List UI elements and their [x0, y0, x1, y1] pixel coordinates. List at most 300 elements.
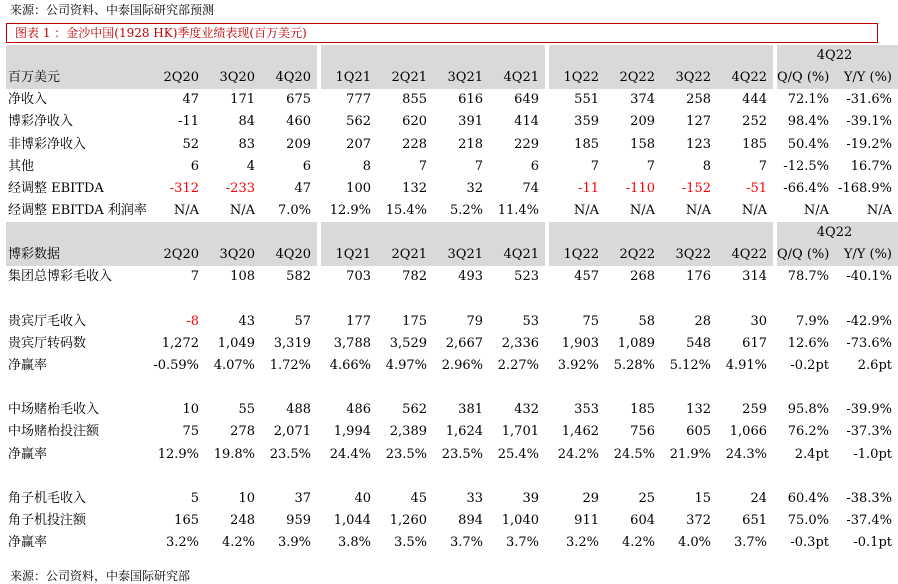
row-label: 其他 [8, 158, 35, 174]
value-cell: 562 [402, 402, 427, 418]
value-cell: 24.2% [557, 446, 599, 462]
value-cell: 39 [522, 490, 539, 506]
value-cell: 10 [238, 490, 255, 506]
value-cell: 6 [190, 158, 199, 174]
value-cell: 23.5% [385, 446, 427, 462]
value-cell: 4 [246, 158, 255, 174]
value-cell: 33 [466, 490, 483, 506]
value-cell: 19.8% [213, 446, 255, 462]
value-cell: 40 [354, 490, 371, 506]
value-cell: 651 [742, 513, 767, 529]
value-cell: 314 [742, 269, 767, 285]
value-cell: 258 [686, 92, 711, 108]
value-cell: 7.0% [277, 203, 311, 219]
value-cell: 4.0% [677, 535, 711, 551]
quarter-header: 2Q21 [377, 244, 433, 266]
row-label: 角子机毛收入 [8, 490, 87, 506]
value-cell: 176 [686, 269, 711, 285]
header-blank [661, 222, 717, 244]
change-group-label: 4Q22 [777, 222, 898, 244]
value-cell: 4.2% [621, 535, 655, 551]
header-blank [377, 45, 433, 67]
value-cell: 4.97% [385, 358, 427, 374]
value-cell: 3.2% [565, 535, 599, 551]
yoy-cell: -1.0pt [853, 446, 893, 462]
value-cell: 84 [238, 114, 255, 130]
value-cell: 894 [458, 513, 483, 529]
row-label: 非博彩净收入 [8, 136, 87, 152]
table-row [6, 156, 898, 178]
value-cell: 1,260 [389, 513, 427, 529]
value-cell: 4.2% [221, 535, 255, 551]
value-cell: 83 [238, 136, 255, 152]
value-cell: 620 [402, 114, 427, 130]
value-cell: 55 [238, 402, 255, 418]
value-cell: 6 [302, 158, 311, 174]
quarter-header: 4Q22 [717, 244, 773, 266]
yoy-cell: -39.1% [846, 114, 893, 130]
value-cell: 605 [686, 424, 711, 440]
value-cell: 209 [286, 136, 311, 152]
value-cell: 6 [530, 158, 539, 174]
yoy-cell: -39.9% [846, 402, 893, 418]
value-cell: 551 [574, 92, 599, 108]
value-cell: -11 [578, 180, 599, 196]
value-cell: 47 [294, 180, 311, 196]
value-cell: -110 [625, 180, 655, 196]
value-cell: 4.66% [329, 358, 371, 374]
value-cell: 12.9% [329, 203, 371, 219]
qoq-cell: 50.4% [787, 136, 829, 152]
table-row [6, 111, 898, 133]
value-cell: 53 [522, 313, 539, 329]
spacer-cell [6, 377, 898, 399]
quarter-header: 2Q21 [377, 67, 433, 89]
value-cell: 616 [458, 92, 483, 108]
value-cell: 3.5% [393, 535, 427, 551]
value-cell: 1,462 [561, 424, 599, 440]
value-cell: 777 [346, 92, 371, 108]
value-cell: 175 [402, 313, 427, 329]
row-label: 角子机投注额 [8, 513, 87, 529]
quarter-header: 1Q21 [321, 244, 377, 266]
qoq-cell: 95.8% [787, 402, 829, 418]
value-cell: 374 [630, 92, 655, 108]
value-cell: 24.3% [725, 446, 767, 462]
qoq-cell: -0.2pt [790, 358, 829, 374]
header-row [6, 244, 898, 266]
spacer-row [6, 466, 898, 488]
value-cell: 7 [474, 158, 483, 174]
value-cell: 2,667 [445, 335, 483, 351]
value-cell: 2.27% [497, 358, 539, 374]
value-cell: 29 [582, 490, 599, 506]
spacer-row [6, 289, 898, 311]
value-cell: 185 [630, 402, 655, 418]
yoy-cell: -0.1pt [853, 535, 893, 551]
value-cell: 391 [458, 114, 483, 130]
results-table [6, 45, 898, 554]
value-cell: -312 [169, 180, 199, 196]
value-cell: 248 [230, 513, 255, 529]
section-header-label: 博彩数据 [6, 244, 149, 266]
row-label: 净赢率 [8, 446, 48, 462]
header-blank [6, 222, 149, 244]
quarter-header: 4Q22 [717, 67, 773, 89]
value-cell: N/A [741, 203, 767, 219]
header-blank [377, 222, 433, 244]
value-cell: 460 [286, 114, 311, 130]
value-cell: 185 [574, 136, 599, 152]
value-cell: -152 [681, 180, 711, 196]
value-cell: 3.2% [165, 535, 199, 551]
header-blank [149, 222, 205, 244]
value-cell: -8 [186, 313, 199, 329]
table-row [6, 134, 898, 156]
quarter-header: 2Q20 [149, 67, 205, 89]
qoq-cell: 72.1% [787, 92, 829, 108]
qoq-cell: 12.6% [787, 335, 829, 351]
header-blank [6, 45, 149, 67]
value-cell: 782 [402, 269, 427, 285]
value-cell: 562 [346, 114, 371, 130]
value-cell: 30 [750, 313, 767, 329]
value-cell: 24.5% [613, 446, 655, 462]
value-cell: 414 [514, 114, 539, 130]
value-cell: -0.59% [153, 358, 199, 374]
header-blank [717, 222, 773, 244]
value-cell: 444 [742, 92, 767, 108]
value-cell: 488 [286, 402, 311, 418]
table-row [6, 444, 898, 466]
qoq-cell: 76.2% [787, 424, 829, 440]
value-cell: 756 [630, 424, 655, 440]
qoq-cell: 98.4% [787, 114, 829, 130]
header-blank [321, 45, 377, 67]
header-blank [661, 45, 717, 67]
value-cell: 75 [582, 313, 599, 329]
qoq-cell: -66.4% [783, 180, 829, 196]
value-cell: 5.28% [613, 358, 655, 374]
value-cell: 268 [630, 269, 655, 285]
header-blank [549, 45, 605, 67]
row-label: 集团总博彩毛收入 [8, 269, 113, 285]
yoy-cell: -42.9% [846, 313, 893, 329]
yoy-cell: N/A [866, 203, 893, 219]
value-cell: 278 [230, 424, 255, 440]
yoy-cell: -37.4% [846, 513, 893, 529]
value-cell: 911 [574, 513, 599, 529]
value-cell: 7 [758, 158, 767, 174]
quarter-header: 3Q22 [661, 244, 717, 266]
quarter-header: 3Q21 [433, 67, 489, 89]
value-cell: 7 [590, 158, 599, 174]
value-cell: 3.7% [505, 535, 539, 551]
chart-title-bar [6, 23, 878, 43]
value-cell: 57 [294, 313, 311, 329]
header-blank [321, 222, 377, 244]
yoy-cell: -73.6% [846, 335, 893, 351]
value-cell: 165 [174, 513, 199, 529]
change-header: Y/Y (%) [835, 67, 898, 89]
header-blank [489, 45, 545, 67]
row-label: 经调整 EBITDA 利润率 [8, 203, 147, 219]
row-label: 中场赌枱毛收入 [8, 402, 100, 418]
value-cell: N/A [229, 203, 255, 219]
spacer-cell [6, 466, 898, 488]
value-cell: 617 [742, 335, 767, 351]
value-cell: 1,040 [501, 513, 539, 529]
table-row [6, 510, 898, 532]
value-cell: 3.9% [277, 535, 311, 551]
value-cell: 4.91% [725, 358, 767, 374]
value-cell: 8 [702, 158, 711, 174]
change-group-label: 4Q22 [777, 45, 898, 67]
value-cell: 11.4% [497, 203, 539, 219]
table-row [6, 266, 898, 288]
value-cell: 15 [694, 490, 711, 506]
header-row-group [6, 45, 898, 67]
yoy-cell: -19.2% [846, 136, 893, 152]
value-cell: N/A [685, 203, 711, 219]
qoq-cell: 75.0% [787, 513, 829, 529]
value-cell: 7 [190, 269, 199, 285]
value-cell: -11 [178, 114, 199, 130]
value-cell: 28 [694, 313, 711, 329]
value-cell: 15.4% [385, 203, 427, 219]
value-cell: 493 [458, 269, 483, 285]
value-cell: 10 [182, 402, 199, 418]
value-cell: 23.5% [441, 446, 483, 462]
table-row [6, 178, 898, 200]
value-cell: 3,529 [389, 335, 427, 351]
value-cell: 158 [630, 136, 655, 152]
value-cell: 74 [522, 180, 539, 196]
spacer-row [6, 377, 898, 399]
header-blank [205, 45, 261, 67]
value-cell: 523 [514, 269, 539, 285]
qoq-cell: 60.4% [787, 490, 829, 506]
yoy-cell: -31.6% [846, 92, 893, 108]
value-cell: 3.92% [557, 358, 599, 374]
quarter-header: 2Q22 [605, 67, 661, 89]
value-cell: 1,701 [501, 424, 539, 440]
qoq-cell: N/A [803, 203, 829, 219]
value-cell: 218 [458, 136, 483, 152]
source-note-bottom: 来源：公司资料，中泰国际研究部 [10, 569, 191, 583]
yoy-cell: -168.9% [838, 180, 893, 196]
value-cell: 2,389 [389, 424, 427, 440]
value-cell: 959 [286, 513, 311, 529]
value-cell: 25.4% [497, 446, 539, 462]
quarter-header: 4Q21 [489, 244, 545, 266]
table-row [6, 311, 898, 333]
value-cell: 7 [418, 158, 427, 174]
value-cell: 2,071 [273, 424, 311, 440]
yoy-cell: -37.3% [846, 424, 893, 440]
value-cell: N/A [629, 203, 655, 219]
table-row [6, 421, 898, 443]
table-row [6, 532, 898, 554]
value-cell: 229 [514, 136, 539, 152]
header-blank [261, 45, 317, 67]
value-cell: 855 [402, 92, 427, 108]
quarter-header: 3Q20 [205, 244, 261, 266]
value-cell: 185 [742, 136, 767, 152]
value-cell: 79 [466, 313, 483, 329]
value-cell: 3.7% [733, 535, 767, 551]
header-blank [433, 222, 489, 244]
table-row [6, 488, 898, 510]
value-cell: 132 [402, 180, 427, 196]
row-label: 净收入 [8, 92, 48, 108]
value-cell: 3,788 [333, 335, 371, 351]
value-cell: 1,624 [445, 424, 483, 440]
row-label: 经调整 EBITDA [8, 180, 104, 196]
value-cell: 52 [182, 136, 199, 152]
value-cell: 1,994 [333, 424, 371, 440]
value-cell: 2.96% [441, 358, 483, 374]
value-cell: 4.07% [213, 358, 255, 374]
quarter-header: 2Q22 [605, 244, 661, 266]
value-cell: 209 [630, 114, 655, 130]
row-label: 贵宾厅毛收入 [8, 313, 87, 329]
value-cell: 3.7% [449, 535, 483, 551]
value-cell: 1,066 [729, 424, 767, 440]
value-cell: 486 [346, 402, 371, 418]
qoq-cell: 7.9% [795, 313, 829, 329]
quarter-header: 4Q20 [261, 244, 317, 266]
value-cell: 3,319 [273, 335, 311, 351]
value-cell: 7 [646, 158, 655, 174]
row-label: 净赢率 [8, 358, 48, 374]
chart-title: 图表 1 ：金沙中国(1928 HK)季度业绩表现(百万美元) [15, 26, 307, 40]
value-cell: N/A [573, 203, 599, 219]
header-blank [605, 45, 661, 67]
value-cell: 457 [574, 269, 599, 285]
value-cell: N/A [173, 203, 199, 219]
value-cell: 259 [742, 402, 767, 418]
change-header: Q/Q (%) [777, 67, 835, 89]
value-cell: 432 [514, 402, 539, 418]
value-cell: 171 [230, 92, 255, 108]
qoq-cell: 2.4pt [794, 446, 829, 462]
value-cell: 100 [346, 180, 371, 196]
header-row-group [6, 222, 898, 244]
value-cell: 58 [638, 313, 655, 329]
change-header: Q/Q (%) [777, 244, 835, 266]
quarter-header: 3Q21 [433, 244, 489, 266]
value-cell: 2,336 [501, 335, 539, 351]
quarter-header: 4Q21 [489, 67, 545, 89]
value-cell: 37 [294, 490, 311, 506]
value-cell: 252 [742, 114, 767, 130]
value-cell: 1,049 [217, 335, 255, 351]
header-blank [261, 222, 317, 244]
value-cell: 108 [230, 269, 255, 285]
quarter-header: 1Q22 [549, 244, 605, 266]
qoq-cell: -0.3pt [790, 535, 829, 551]
value-cell: 649 [514, 92, 539, 108]
quarter-header: 1Q21 [321, 67, 377, 89]
qoq-cell: -12.5% [783, 158, 829, 174]
value-cell: 1,272 [161, 335, 199, 351]
value-cell: 1,089 [617, 335, 655, 351]
value-cell: 359 [574, 114, 599, 130]
section-header-label: 百万美元 [6, 67, 149, 89]
value-cell: 47 [182, 92, 199, 108]
value-cell: 5.12% [669, 358, 711, 374]
value-cell: 12.9% [157, 446, 199, 462]
yoy-cell: 16.7% [850, 158, 893, 174]
table-row [6, 89, 898, 111]
table-row [6, 399, 898, 421]
yoy-cell: -38.3% [846, 490, 893, 506]
value-cell: 207 [346, 136, 371, 152]
value-cell: 1,044 [333, 513, 371, 529]
value-cell: 5 [190, 490, 199, 506]
value-cell: 24.4% [329, 446, 371, 462]
change-header: Y/Y (%) [835, 244, 898, 266]
header-blank [149, 45, 205, 67]
row-label: 净赢率 [8, 535, 48, 551]
value-cell: 1,903 [561, 335, 599, 351]
table-row [6, 333, 898, 355]
value-cell: 604 [630, 513, 655, 529]
value-cell: 8 [362, 158, 371, 174]
value-cell: 45 [410, 490, 427, 506]
quarter-header: 3Q22 [661, 67, 717, 89]
qoq-cell: 78.7% [787, 269, 829, 285]
value-cell: 32 [466, 180, 483, 196]
row-label: 中场赌枱投注额 [8, 424, 100, 440]
value-cell: 177 [346, 313, 371, 329]
header-blank [433, 45, 489, 67]
value-cell: 372 [686, 513, 711, 529]
value-cell: 23.5% [269, 446, 311, 462]
quarter-header: 1Q22 [549, 67, 605, 89]
value-cell: 3.8% [337, 535, 371, 551]
value-cell: 127 [686, 114, 711, 130]
value-cell: 75 [182, 424, 199, 440]
value-cell: 582 [286, 269, 311, 285]
value-cell: 381 [458, 402, 483, 418]
value-cell: 132 [686, 402, 711, 418]
value-cell: 43 [238, 313, 255, 329]
header-blank [489, 222, 545, 244]
row-label: 贵宾厅转码数 [8, 335, 87, 351]
yoy-cell: 2.6pt [857, 358, 893, 374]
header-blank [549, 222, 605, 244]
header-blank [717, 45, 773, 67]
spacer-cell [6, 289, 898, 311]
yoy-cell: -40.1% [846, 269, 893, 285]
value-cell: 123 [686, 136, 711, 152]
value-cell: 24 [750, 490, 767, 506]
header-blank [605, 222, 661, 244]
value-cell: 228 [402, 136, 427, 152]
value-cell: 703 [346, 269, 371, 285]
quarter-header: 2Q20 [149, 244, 205, 266]
header-row [6, 67, 898, 89]
value-cell: 21.9% [669, 446, 711, 462]
row-label: 博彩净收入 [8, 114, 74, 130]
value-cell: 5.2% [449, 203, 483, 219]
table-row [6, 200, 898, 222]
value-cell: 548 [686, 335, 711, 351]
value-cell: -233 [225, 180, 255, 196]
value-cell: 353 [574, 402, 599, 418]
